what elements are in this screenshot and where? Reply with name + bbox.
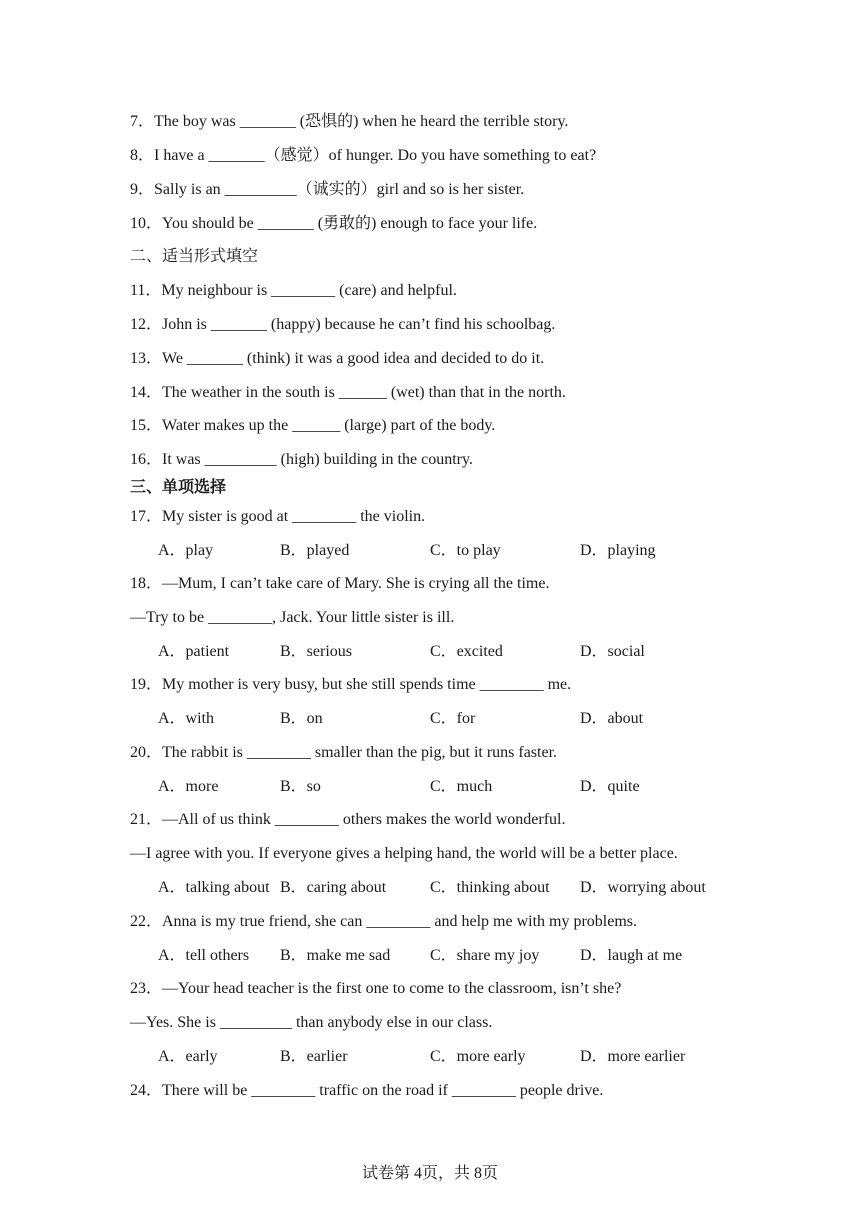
question-9: 9．Sally is an _________（诚实的）girl and so is her sister. <box>130 181 525 198</box>
option-c: C．more early <box>430 1048 526 1065</box>
option-c: C．for <box>430 710 476 727</box>
options-18 <box>158 640 758 664</box>
options-17 <box>158 539 758 563</box>
option-a: A．talking about <box>158 879 270 896</box>
question-18-reply: —Try to be ________, Jack. Your little sister is ill. <box>130 609 455 626</box>
question-10: 10．You should be _______ (勇敢的) enough to face your life. <box>130 215 538 232</box>
option-b: B．played <box>280 542 350 559</box>
question-24: 24．There will be ________ traffic on the road if ________ people drive. <box>130 1082 604 1099</box>
options-22 <box>158 944 758 968</box>
option-d: D．quite <box>580 778 640 795</box>
option-b: B．so <box>280 778 321 795</box>
options-21 <box>158 876 758 900</box>
question-18: 18．—Mum, I can’t take care of Mary. She is crying all the time. <box>130 575 550 592</box>
question-23: 23．—Your head teacher is the first one to come to the classroom, isn’t she? <box>130 980 622 997</box>
question-14: 14．The weather in the south is ______ (wet) than that in the north. <box>130 384 566 401</box>
option-c: C．to play <box>430 542 501 559</box>
option-b: B．earlier <box>280 1048 348 1065</box>
option-d: D．more earlier <box>580 1048 686 1065</box>
option-c: C．thinking about <box>430 879 550 896</box>
option-d: D．social <box>580 643 645 660</box>
section-heading-2: 二、适当形式填空 <box>130 248 259 265</box>
option-a: A．tell others <box>158 947 250 964</box>
option-a: A．play <box>158 542 214 559</box>
question-20: 20．The rabbit is ________ smaller than the pig, but it runs faster. <box>130 744 558 761</box>
question-16: 16．It was _________ (high) building in the country. <box>130 451 473 468</box>
option-a: A．more <box>158 778 219 795</box>
question-21-reply: —I agree with you. If everyone gives a helping hand, the world will be a better place. <box>130 845 678 862</box>
question-7: 7．The boy was _______ (恐惧的) when he heard the terrible story. <box>130 113 569 130</box>
option-c: C．share my joy <box>430 947 540 964</box>
options-23 <box>158 1045 758 1069</box>
option-d: D．worrying about <box>580 879 706 896</box>
options-19 <box>158 707 758 731</box>
option-b: B．serious <box>280 643 353 660</box>
question-22: 22．Anna is my true friend, she can ________ and help me with my problems. <box>130 913 638 930</box>
page-footer: 试卷第 4页，共 8页 <box>361 1165 498 1182</box>
question-12: 12．John is _______ (happy) because he can’t find his schoolbag. <box>130 316 556 333</box>
option-c: C．excited <box>430 643 503 660</box>
option-d: D．playing <box>580 542 656 559</box>
options-20 <box>158 775 758 799</box>
question-19: 19．My mother is very busy, but she still spends time ________ me. <box>130 676 572 693</box>
option-d: D．about <box>580 710 644 727</box>
option-b: B．on <box>280 710 323 727</box>
question-17: 17．My sister is good at ________ the violin. <box>130 508 426 525</box>
option-a: A．patient <box>158 643 230 660</box>
question-15: 15．Water makes up the ______ (large) part of the body. <box>130 417 496 434</box>
question-8: 8．I have a _______（感觉）of hunger. Do you have something to eat? <box>130 147 597 164</box>
option-a: A．early <box>158 1048 218 1065</box>
option-b: B．make me sad <box>280 947 391 964</box>
question-21: 21．—All of us think ________ others makes the world wonderful. <box>130 811 566 828</box>
question-13: 13．We _______ (think) it was a good idea and decided to do it. <box>130 350 545 367</box>
question-11: 11．My neighbour is ________ (care) and helpful. <box>130 282 457 299</box>
option-a: A．with <box>158 710 215 727</box>
option-c: C．much <box>430 778 493 795</box>
section-heading-3: 三、单项选择 <box>130 479 227 496</box>
option-d: D．laugh at me <box>580 947 683 964</box>
option-b: B．caring about <box>280 879 387 896</box>
question-23-reply: —Yes. She is _________ than anybody else in our class. <box>130 1014 493 1031</box>
